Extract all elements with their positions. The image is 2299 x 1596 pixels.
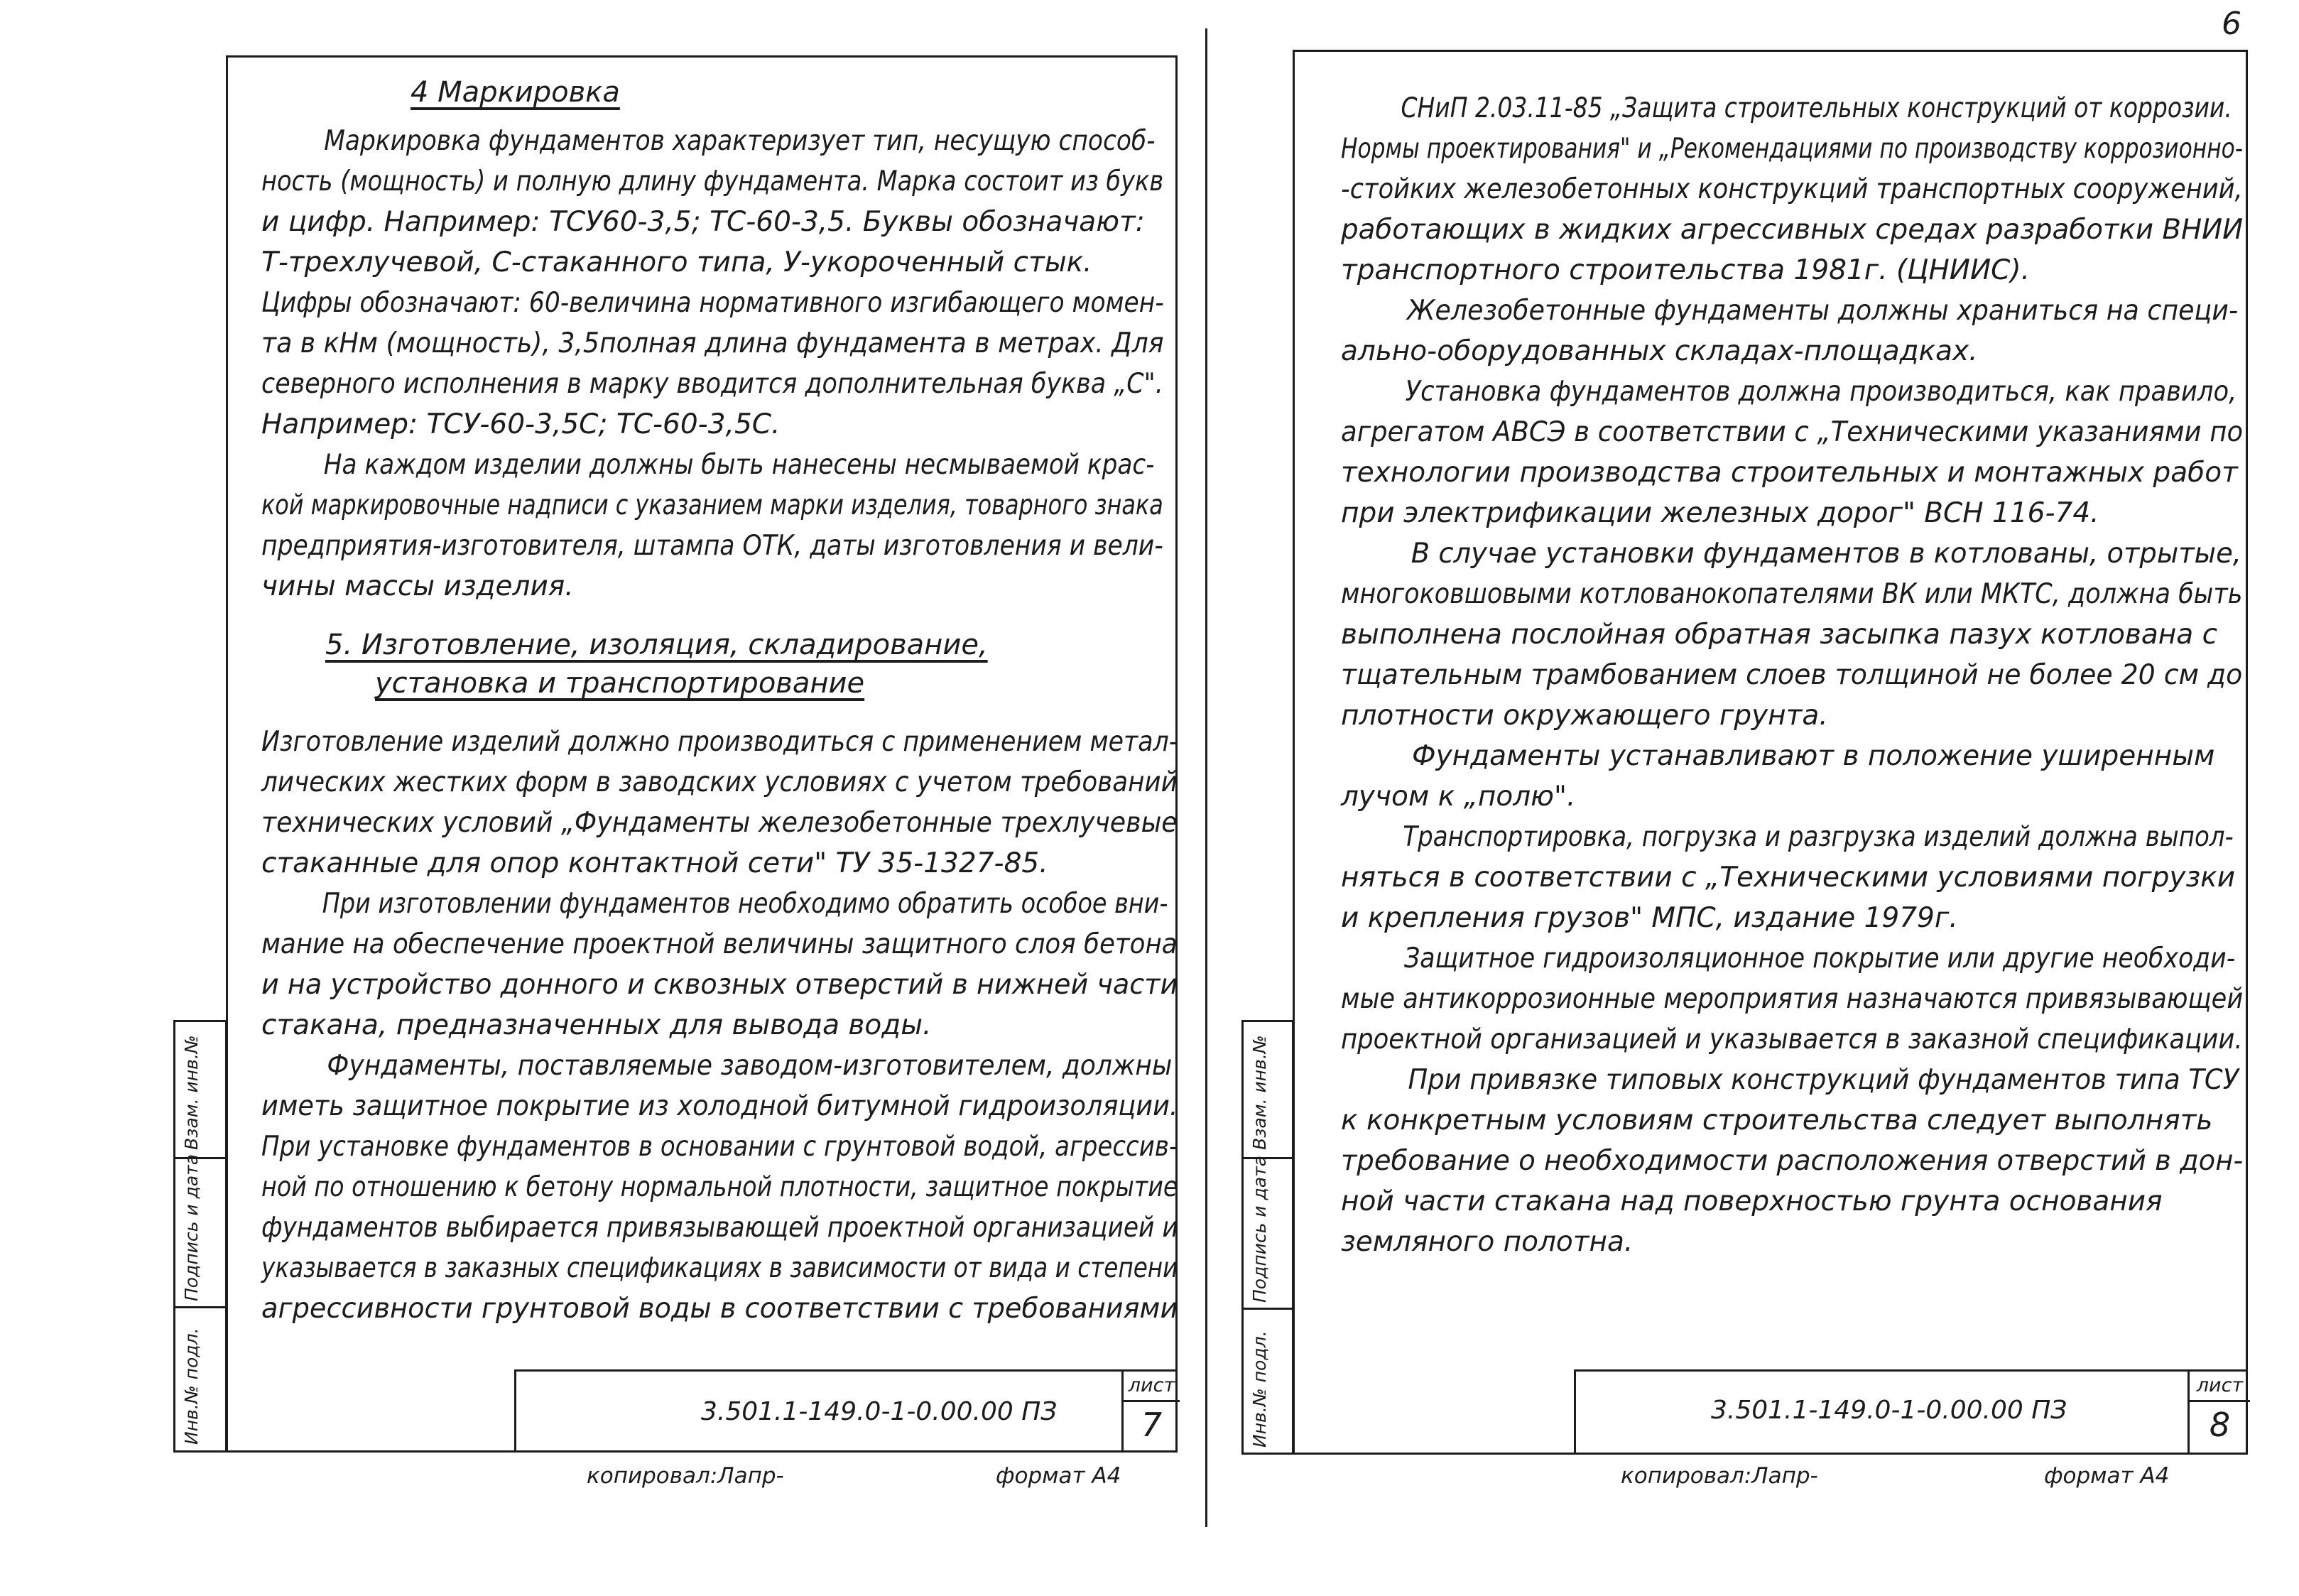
text-line: В случае установки фундаментов в котлованы, отрытые,: [1411, 538, 2241, 570]
text-line: Транспортировка, погрузка и разгрузка изделий должна выпол-: [1403, 821, 2234, 853]
text-line: технологии производства строительных и монтажных работ: [1341, 457, 2238, 489]
sheet-box: [1121, 1372, 1180, 1453]
stamp-cell-original: [175, 1306, 225, 1453]
left-title-block: [514, 1369, 1178, 1453]
text-line: транспортного строительства 1981г. (ЦНИИС).: [1341, 254, 2030, 286]
document-code: 3.501.1-149.0-1-0.00.00 ПЗ: [701, 1397, 1058, 1426]
copied-signature: Лапр-: [717, 1463, 784, 1489]
text-line: и на устройство донного и сквозных отверстий в нижней части: [261, 969, 1178, 1001]
text-line: Цифры обозначают: 60-величина нормативного изгибающего момен-: [261, 287, 1164, 319]
stamp-cell-signature: [1244, 1157, 1292, 1310]
text-line: лических жестких форм в заводских условиях с учетом требований: [261, 766, 1178, 798]
text-line: При установке фундаментов в основании с грунтовой водой, агрессив-: [261, 1131, 1178, 1163]
sheet-box: [2187, 1372, 2250, 1455]
text-line: земляного полотна.: [1341, 1226, 1634, 1258]
text-line: и цифр. Например: ТСУ60-3,5; ТС-60-3,5. Буквы обозначают:: [261, 206, 1145, 238]
text-line: Маркировка фундаментов характеризует тип, несущую способ-: [324, 125, 1156, 157]
text-line: Нормы проектирования" и „Рекомендациями по производству коррозионно-: [1341, 133, 2244, 165]
format-label: формат А4: [2044, 1463, 2170, 1489]
copied-label: копировал:: [587, 1463, 718, 1489]
stamp-replacement-inv: Взам. инв.№: [181, 1035, 202, 1150]
text-line: плотности окружающего грунта.: [1341, 700, 1828, 732]
text-line: мые антикоррозионные мероприятия назначаются привязывающей: [1341, 983, 2244, 1015]
text-line: На каждом изделии должны быть нанесены несмываемой крас-: [323, 449, 1155, 481]
text-line: указывается в заказных спецификациях в зависимости от вида и степени: [261, 1252, 1178, 1284]
text-line: Изготовление изделий должно производиться с применением метал-: [261, 726, 1178, 758]
copied-by: [587, 1463, 784, 1489]
text-line: к конкретным условиям строительства следует выполнять: [1341, 1104, 2213, 1136]
text-line: стакана, предназначенных для вывода воды.: [261, 1009, 932, 1041]
page-divider: [1205, 28, 1207, 1527]
section-4-body: [261, 121, 1163, 618]
text-line: СНиП 2.03.11-85 „Защита строительных конструкций от коррозии.: [1401, 92, 2232, 124]
text-line: работающих в жидких агрессивных средах разработки ВНИИ: [1341, 214, 2244, 246]
right-title-block: [1574, 1369, 2248, 1455]
left-side-stamp: [173, 1020, 227, 1453]
text-line: иметь защитное покрытие из холодной битумной гидроизоляции.: [261, 1090, 1178, 1122]
stamp-cell-replacement: [175, 1022, 225, 1157]
text-line: требование о необходимости расположения отверстий в дон-: [1341, 1145, 2244, 1177]
text-line: При изготовлении фундаментов необходимо обратить особое вни-: [322, 888, 1168, 920]
text-line: -стойких железобетонных конструкций транспортных сооружений,: [1341, 173, 2243, 205]
text-line: Установка фундаментов должна производиться, как правило,: [1405, 376, 2237, 408]
stamp-original-inv: Инв.№ подл.: [181, 1328, 202, 1445]
stamp-replacement-inv: Взам. инв.№: [1249, 1035, 1270, 1150]
text-line: чины массы изделия.: [261, 570, 574, 602]
text-line: Например: ТСУ-60-3,5С; ТС-60-3,5С.: [261, 408, 781, 440]
text-line: агрессивности грунтовой воды в соответствии с требованиями: [261, 1293, 1178, 1325]
sheet-number: 8: [2209, 1406, 2231, 1444]
text-line: Железобетонные фундаменты должны храниться на специ-: [1407, 295, 2239, 327]
section-5-heading-line2: установка и транспортирование: [375, 667, 865, 700]
right-page-body: [1341, 88, 2243, 1281]
text-line: Фундаменты устанавливают в положение уширенным: [1412, 740, 2215, 772]
right-side-stamp: [1241, 1020, 1294, 1455]
stamp-cell-original: [1244, 1308, 1292, 1455]
stamp-signature-date: Подпись и дата: [1249, 1155, 1270, 1303]
copied-signature: Лапр-: [1751, 1463, 1818, 1489]
section-4-heading: 4 Маркировка: [411, 76, 620, 109]
section-5-heading-line1: 5. Изготовление, изоляция, складирование,: [325, 629, 988, 661]
document-code: 3.501.1-149.0-1-0.00.00 ПЗ: [1711, 1396, 2067, 1425]
text-line: многоковшовыми котлованокопателями ВК или МКТС, должна быть: [1341, 578, 2243, 610]
stamp-cell-replacement: [1244, 1022, 1292, 1157]
page-number: 6: [2222, 6, 2241, 42]
sheet-number: 7: [1141, 1406, 1163, 1444]
text-line: Т-трехлучевой, С-стаканного типа, У-укороченный стык.: [261, 246, 1092, 278]
stamp-original-inv: Инв.№ подл.: [1249, 1330, 1270, 1448]
copied-label: копировал:: [1621, 1463, 1752, 1489]
text-line: тщательным трамбованием слоев толщиной не более 20 см до: [1341, 659, 2243, 691]
text-line: та в кНм (мощность), 3,5полная длина фундамента в метрах. Для: [261, 327, 1164, 359]
text-line: северного исполнения в марку вводится дополнительная буква „С".: [261, 368, 1163, 400]
text-line: стаканные для опор контактной сети" ТУ 35-1327-85.: [261, 847, 1048, 879]
copied-by: [1621, 1463, 1818, 1489]
text-line: ально-оборудованных складах-площадках.: [1341, 335, 1978, 367]
text-line: при электрификации железных дорог" ВСН 116-74.: [1341, 497, 2099, 529]
text-line: проектной организацией и указывается в заказной спецификации.: [1341, 1024, 2243, 1055]
text-line: ной по отношению к бетону нормальной плотности, защитное покрытие: [261, 1171, 1178, 1203]
text-line: кой маркировочные надписи с указанием марки изделия, товарного знака: [261, 489, 1163, 521]
text-line: лучом к „полю".: [1341, 781, 1576, 813]
stamp-cell-signature: [175, 1153, 225, 1308]
text-line: выполнена послойная обратная засыпка пазух котлована с: [1341, 619, 2218, 651]
text-line: агрегатом АВСЭ в соответствии с „Техническими указаниями по: [1341, 416, 2244, 448]
text-line: Защитное гидроизоляционное покрытие или другие необходи-: [1404, 943, 2236, 975]
text-line: ной части стакана над поверхностью грунта основания: [1341, 1185, 2163, 1217]
sheet-label: лист: [1124, 1372, 1180, 1402]
text-line: технических условий „Фундаменты железобетонные трехлучевые: [261, 807, 1178, 839]
text-line: и крепления грузов" МПС, издание 1979г.: [1341, 902, 1958, 934]
text-line: няться в соответствии с „Техническими условиями погрузки: [1341, 862, 2236, 894]
text-line: предприятия-изготовителя, штампа ОТК, даты изготовления и вели-: [261, 530, 1163, 562]
text-line: При привязке типовых конструкций фундаментов типа ТСУ: [1408, 1064, 2239, 1096]
text-line: фундаментов выбирается привязывающей проектной организацией и: [261, 1212, 1178, 1244]
format-label: формат А4: [996, 1463, 1121, 1489]
text-line: ность (мощность) и полную длину фундамента. Марка состоит из букв: [261, 165, 1164, 197]
sheet-label: лист: [2190, 1372, 2250, 1402]
text-line: Фундаменты, поставляемые заводом-изготовителем, должны: [327, 1050, 1173, 1082]
text-line: мание на обеспечение проектной величины защитного слоя бетона: [261, 928, 1178, 960]
stamp-signature-date: Подпись и дата: [181, 1153, 202, 1301]
section-5-body: [261, 722, 1178, 1347]
